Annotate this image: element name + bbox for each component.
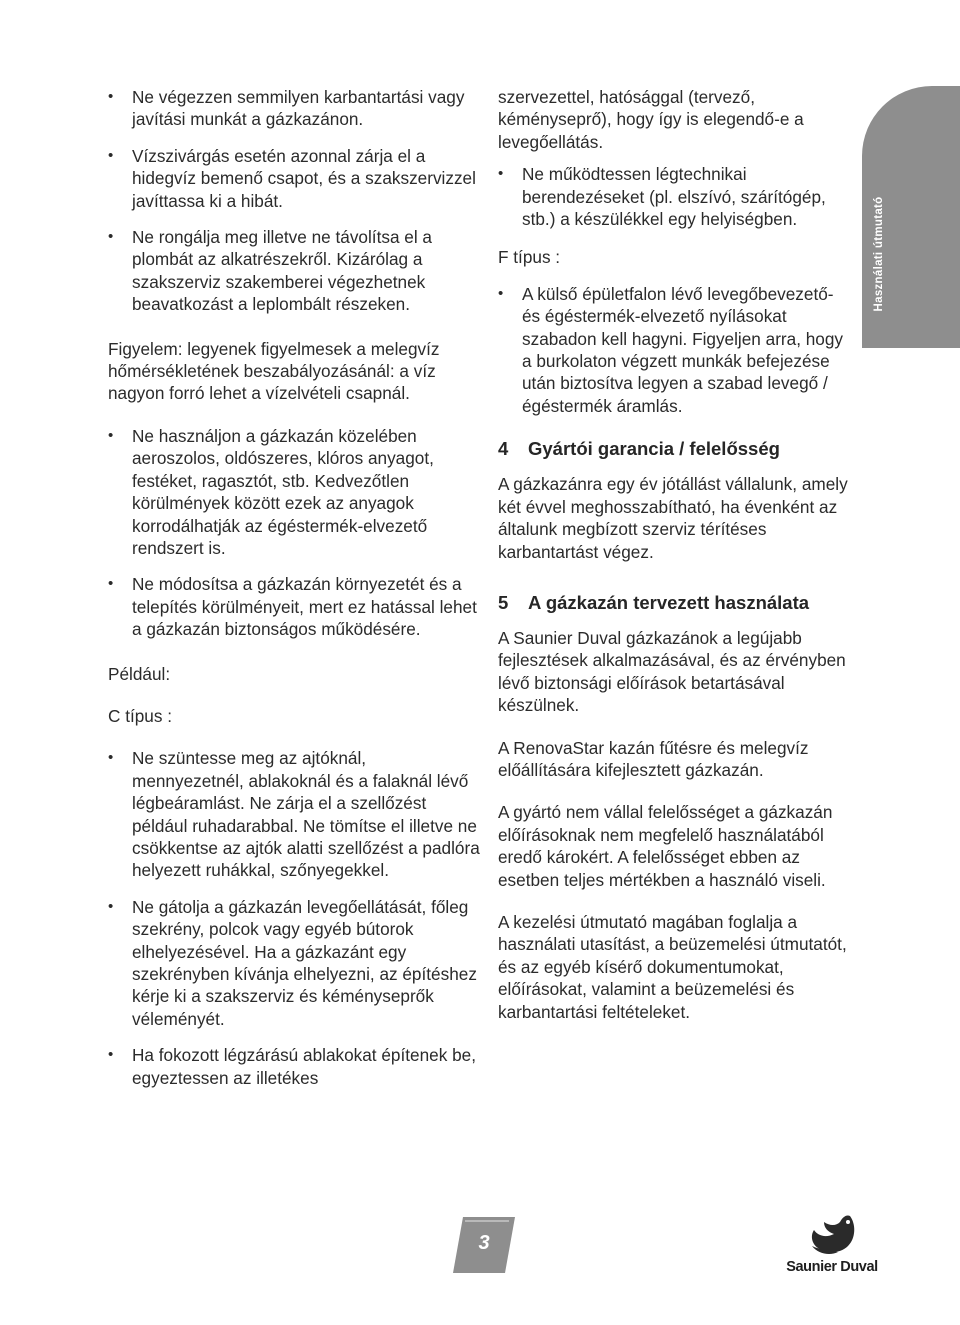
page-number: 3 bbox=[478, 1232, 490, 1254]
section-4-number: 4 bbox=[498, 438, 509, 460]
safety-list-top bbox=[108, 86, 480, 316]
section-5-title: A gázkazán tervezett használata bbox=[528, 591, 810, 613]
list-item: • Ne módosítsa a gázkazán környezetét és a telepítés körülményeit, mert ez hatással lehet a gázkazán biztonságos működésére. bbox=[108, 573, 480, 640]
list-item: • Ne végezzen semmilyen karbantartási vagy javítási munkát a gázkazánon. bbox=[108, 86, 480, 131]
list-item: • Vízszivárgás esetén azonnal zárja el a hidegvíz bemenő csapot, és a szakszervizzel javíttassa ki a hibát. bbox=[108, 145, 480, 212]
list-item: • Ne működtessen légtechnikai berendezéseket (pl. elszívó, szárítógép, stb.) a készülékkel egy helyiségben. bbox=[498, 163, 850, 230]
list-item: • Ne rongálja meg illetve ne távolítsa el a plombát az alkatrészekről. Kizárólag a szakszerviz szakemberei végezhetnek beavatkozást a leplombált részeken. bbox=[108, 226, 480, 316]
list-item: • A külső épületfalon lévő levegőbevezető- és égéstermék-elvezető nyílásokat szabadon kell hagyni. Figyeljen arra, hogy a burkolaton végzett munkák befejezése után biztosítva legyen a szabad levegő / égéstermék áramlás. bbox=[498, 283, 850, 417]
list-item: • Ne gátolja a gázkazán levegőellátását, főleg szekrény, polcok vagy egyéb bútorok elhelyezésével. Ha a gázkazánt egy szekrényben kívánja elhelyezni, az építéshez kérje ki a szakszerviz és kéményseprők véleményét. bbox=[108, 896, 480, 1030]
section-4-heading bbox=[498, 437, 850, 461]
section-5-paragraph: A Saunier Duval gázkazánok a legújabb fejlesztések alkalmazásával, és az érvényben lévő biztonsági előírások betartásával készülnek. bbox=[498, 627, 846, 716]
f-type-label: F típus : bbox=[498, 247, 561, 268]
list-item: • Ha fokozott légzárású ablakokat építenek be, egyeztessen az illetékes bbox=[108, 1044, 480, 1089]
list-item: • Ne használjon a gázkazán közelében aeroszolos, oldószeres, klóros anyagot, festéket, ragasztót, stb. Kedvezőtlen körülmények között ezek az anyagok korrodálhatják az égéstermék-elvezető rendszert is. bbox=[108, 425, 480, 559]
example-label: Például: bbox=[108, 663, 171, 684]
section-5-paragraph: A RenovaStar kazán fűtésre és melegvíz előállítására kifejlesztett gázkazán. bbox=[498, 737, 809, 780]
section-4-paragraph: A gázkazánra egy év jótállást vállalunk, amely két évvel meghosszabítható, ha évenként az általunk megbízott szerviz térítéses karbantartást végez. bbox=[498, 474, 848, 562]
bird-logo-icon bbox=[804, 1210, 860, 1258]
section-5-heading bbox=[498, 591, 850, 615]
page-number-badge bbox=[449, 1215, 515, 1275]
list-item: • Ne szüntesse meg az ajtóknál, mennyezetnél, ablakoknál és a falaknál lévő légbeáramlást. Ne zárja el a szellőzést például ruhadarabbal. Ne tömítse el illetve ne csökkentse az ajtók alatti szellőzést a padlóra helyezett ruhákkal, szőnyegekkel. bbox=[108, 747, 480, 881]
section-4-title: Gyártói garancia / felelősség bbox=[528, 438, 780, 460]
section-5-paragraph: A kezelési útmutató magában foglalja a használati utasítást, a beüzemelési útmutatót, és az egyéb kísérő dokumentumokat, előírásokat, valamint a beüzemelési és karbantartási feltételeket. bbox=[498, 911, 847, 1022]
f-type-list bbox=[498, 283, 850, 417]
c-type-list bbox=[108, 747, 480, 1089]
section-5-number: 5 bbox=[498, 591, 509, 613]
left-column bbox=[108, 86, 480, 1103]
ventilation-list bbox=[498, 163, 850, 230]
brand-logo bbox=[782, 1210, 882, 1290]
c-type-label: C típus : bbox=[108, 705, 172, 726]
section-5-paragraph: A gyártó nem vállal felelősséget a gázkazán előírásoknak nem megfelelő használatából eredő károkért. A felelősséget ebben az esetben teljes mértékben a használó viseli. bbox=[498, 802, 833, 890]
right-column bbox=[498, 86, 850, 1037]
side-tab-label: Használati útmutató bbox=[873, 196, 885, 312]
safety-list-mid bbox=[108, 425, 480, 641]
continuation-paragraph: szervezettel, hatósággal (tervező, kéményseprő), hogy így is elegendő-e a levegőellátás. bbox=[498, 87, 804, 152]
logo-text: Saunier Duval bbox=[786, 1259, 878, 1275]
warning-paragraph: Figyelem: legyenek figyelmesek a melegvíz hőmérsékletének beszabályozásánál: a víz nagyon forró lehet a vízelvételi csapnál. bbox=[108, 338, 440, 404]
